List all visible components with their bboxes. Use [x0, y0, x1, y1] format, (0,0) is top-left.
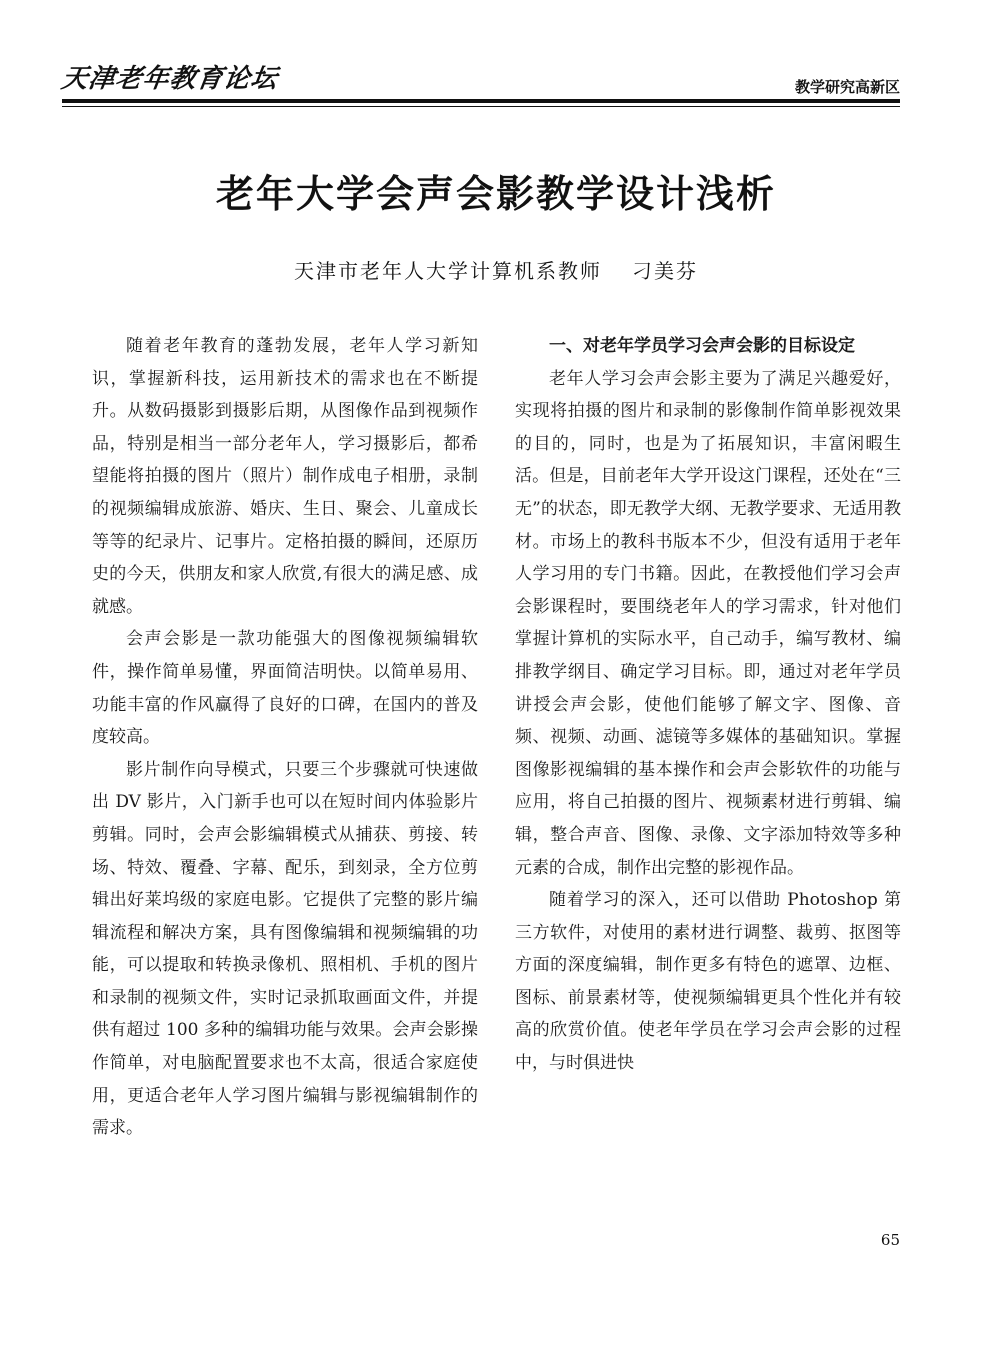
- left-column: [92, 330, 478, 1145]
- paragraph: 随着老年教育的蓬勃发展，老年人学习新知识，掌握新科技，运用新技术的需求也在不断提升。从数码摄影到摄影后期，从图像作品到视频作品，特别是相当一部分老年人，学习摄影后，都希望能将拍摄的图片（照片）制作成电子相册，录制的视频编辑成旅游、婚庆、生日、聚会、儿童成长等等的纪录片、记事片。定格拍摄的瞬间，还原历史的今天，供朋友和家人欣赏,有很大的满足感、成就感。: [92, 336, 478, 617]
- paragraph: 会声会影是一款功能强大的图像视频编辑软件，操作简单易懂，界面简洁明快。以简单易用、功能丰富的作风赢得了良好的口碑，在国内的普及度较高。: [92, 629, 478, 748]
- paragraph: 老年人学习会声会影主要为了满足兴趣爱好，实现将拍摄的图片和录制的影像制作简单影视效果的目的，同时，也是为了拓展知识，丰富闲暇生活。但是，目前老年大学开设这门课程，还处在“三无”的状态，即无教学大纲、无教学要求、无适用教材。市场上的教科书版本不少，但没有适用于老年人学习用的专门书籍。因此，在教授他们学习会声会影课程时，要围绕老年人的学习需求，针对他们掌握计算机的实际水平，自己动手，编写教材、编排教学纲目、确定学习目标。即，通过对老年学员讲授会声会影，使他们能够了解文字、图像、音频、视频、动画、滤镜等多媒体的基础知识。掌握图像影视编辑的基本操作和会声会影软件的功能与应用，将自己拍摄的图片、视频素材进行剪辑、编辑，整合声音、图像、录像、文字添加特效等多种元素的合成，制作出完整的影视作品。: [515, 368, 901, 878]
- page-number: 65: [880, 1231, 900, 1249]
- paragraph: 影片制作向导模式，只要三个步骤就可快速做出 DV 影片，入门新手也可以在短时间内体验影片剪辑。同时，会声会影编辑模式从捕获、剪接、转场、特效、覆叠、字幕、配乐，到刻录，全方位剪辑出好莱坞级的家庭电影。它提供了完整的影片编辑流程和解决方案，具有图像编辑和视频编辑的功能，可以提取和转换录像机、照相机、手机的图片和录制的视频文件，实时记录抓取画面文件，并提供有超过 100 多种的编辑功能与效果。会声会影操作简单，对电脑配置要求也不太高，很适合家庭使用，更适合老年人学习图片编辑与影视编辑制作的需求。: [92, 759, 478, 1139]
- paragraph: 随着学习的深入，还可以借助 Photoshop 第三方软件，对使用的素材进行调整、裁剪、抠图等方面的深度编辑，制作更多有特色的遮罩、边框、图标、前景素材等，使视频编辑更具个性化并有较高的欣赏价值。使老年学员在学习会声会影的过程中，与时俱进快: [515, 890, 901, 1074]
- section-heading: 一、对老年学员学习会声会影的目标设定: [549, 336, 855, 356]
- article-title: 老年大学会声会影教学设计浅析: [215, 172, 776, 216]
- byline: [0, 255, 992, 284]
- author-name: 刁美芬: [632, 259, 698, 283]
- header-rule-thin: [62, 106, 900, 107]
- header-rule-thick: [62, 99, 900, 103]
- author-affiliation: 天津市老年人大学计算机系教师: [294, 259, 602, 283]
- journal-logo: 天津老年教育论坛: [59, 64, 280, 94]
- section-label: 教学研究高新区: [794, 78, 900, 96]
- right-column: [515, 330, 901, 1080]
